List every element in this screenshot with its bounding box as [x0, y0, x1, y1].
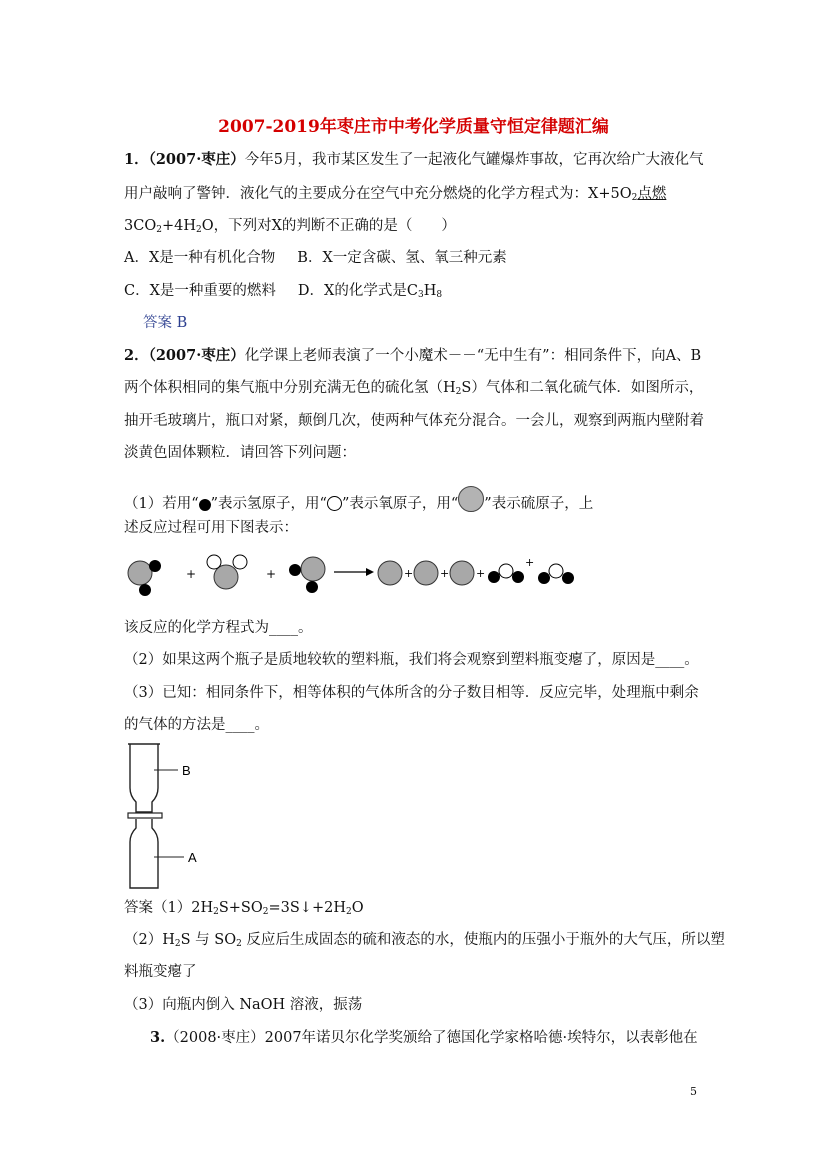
- legend-text-c: ”表示氧原子，用“: [341, 496, 459, 512]
- q2-part1-legend: [124, 486, 593, 514]
- so2-molecule: [207, 555, 247, 589]
- q3-line1: [150, 1028, 698, 1048]
- q2-part3-line2: 的气体的方法是____。: [124, 717, 269, 733]
- subscript: 2: [631, 193, 638, 203]
- q1-source: （2007·枣庄）: [148, 151, 245, 168]
- q2-line4: 淡黄色固体颗粒．请回答下列问题：: [124, 445, 356, 461]
- option-c: C．X是一种重要的燃料: [124, 283, 276, 299]
- q2-part1-equation-blank: 该反应的化学方程式为____。: [124, 620, 313, 636]
- q1-text-3b: +4H: [161, 218, 196, 234]
- label-a: A: [188, 850, 197, 865]
- document-title: 2007-2019年枣庄市中考化学质量守恒定律题汇编: [218, 117, 609, 137]
- answer-text: S 与 SO: [180, 932, 237, 948]
- q3-source: （2008·枣庄）: [165, 1030, 265, 1046]
- plus-sign: +: [525, 556, 535, 569]
- answer-text: O: [351, 900, 364, 916]
- legend-text-a: （1）若用“: [124, 496, 199, 512]
- answer-text: 反应后生成固态的硫和液态的水，使瓶内的压强小于瓶外的大气压，所以塑: [241, 932, 725, 948]
- legend-text-d: ”表示硫原子，上: [484, 496, 594, 512]
- q1-number: 1．: [124, 151, 149, 168]
- sulfur-atom: [450, 561, 474, 585]
- answer-text: 答案（1）2H: [124, 900, 214, 916]
- page-number: 5: [690, 1085, 697, 1098]
- reaction-arrow: [334, 568, 374, 576]
- subscript: 2: [262, 907, 269, 917]
- gas-bottles-diagram: [120, 740, 220, 892]
- q1-text-3c: O，下列对X的判断不正确的是（ ）: [201, 218, 456, 234]
- water-molecule-2: [538, 564, 574, 584]
- q2-part2: （2）如果这两个瓶子是质地较软的塑料瓶，我们将会观察到塑料瓶变瘪了，原因是____。: [124, 652, 699, 668]
- plus-sign: +: [476, 567, 486, 580]
- reaction-condition: 点燃: [637, 186, 667, 202]
- q1-line3: [124, 216, 456, 236]
- option-a: A．X是一种有机化合物: [124, 250, 276, 266]
- sulfur-atom-icon: [458, 486, 484, 512]
- subscript: 2: [455, 387, 462, 397]
- q1-text-3: 3CO: [124, 218, 157, 234]
- q3-number: 3.: [150, 1029, 166, 1046]
- subscript: 2: [213, 907, 219, 917]
- subscript: 2: [236, 939, 242, 949]
- plus-sign: +: [404, 567, 414, 580]
- q2-text-2b: S）气体和二氧化硫气体．如图所示，: [461, 380, 704, 396]
- q1-line1: [124, 150, 703, 170]
- option-d: D．X的化学式是C: [297, 283, 418, 299]
- q1-options-ab: [124, 248, 507, 268]
- q2-text-1: 化学课上老师表演了一个小魔术－－“无中生有”：相同条件下，向A、B: [244, 348, 702, 364]
- subscript: 2: [345, 907, 352, 917]
- q2-line3: 抽开毛玻璃片，瓶口对紧，颠倒几次，使两种气体充分混合。一会儿，观察到两瓶内壁附着: [124, 413, 704, 429]
- q2-number: 2．: [124, 347, 149, 364]
- option-b: B．X一定含碳、氢、氧三种元素: [297, 250, 507, 266]
- q2-part3-line1: （3）已知：相同条件下，相等体积的气体所含的分子数目相等．反应完毕，处理瓶中剩余: [124, 685, 699, 701]
- sulfur-atom: [378, 561, 402, 585]
- q1-text-2: 用户敲响了警钟．液化气的主要成分在空气中充分燃烧的化学方程式为：X+5O: [124, 186, 632, 202]
- q1-text-1: 今年5月，我市某区发生了一起液化气罐爆炸事故，它再次给广大液化气: [244, 152, 704, 168]
- answer-text: （2）H: [124, 932, 175, 948]
- h2s-molecule-2: [289, 557, 325, 593]
- q3-text-1: 2007年诺贝尔化学奖颁给了德国化学家格哈德·埃特尔，以表彰他在: [264, 1030, 698, 1046]
- q1-line2: [124, 184, 666, 204]
- q1-answer: 答案 B: [143, 315, 188, 331]
- label-b: B: [182, 763, 191, 778]
- water-molecule-1: [488, 564, 524, 583]
- h2s-molecule-1: [128, 560, 161, 596]
- q2-line2: [124, 378, 703, 398]
- subscript: 2: [156, 225, 162, 235]
- q2-text-2a: 两个体积相同的集气瓶中分别充满无色的硫化氢（H: [124, 380, 456, 396]
- bottle-b: [128, 744, 160, 812]
- answer-text: S+SO: [218, 900, 263, 916]
- q1-options-cd: [124, 281, 442, 301]
- glass-plate: [128, 813, 162, 818]
- q2-answer-2-cont: 料瓶变瘪了: [124, 964, 197, 980]
- legend-text-b: ”表示氢原子，用“: [210, 496, 327, 512]
- q2-line1: [124, 346, 701, 366]
- plus-sign: +: [186, 567, 197, 581]
- subscript: 2: [174, 939, 181, 949]
- subscript: 8: [436, 290, 443, 300]
- plus-sign: +: [266, 567, 277, 581]
- hydrogen-atom-icon: [199, 499, 211, 511]
- plus-sign: +: [440, 567, 450, 580]
- bottle-a: [130, 819, 158, 888]
- q2-answer-2: [124, 930, 725, 950]
- option-d-h: H: [423, 283, 437, 299]
- subscript: 3: [417, 290, 424, 300]
- answer-text: =3S↓+2H: [268, 900, 346, 916]
- sulfur-atom: [414, 561, 438, 585]
- q2-answer-1: [124, 898, 364, 918]
- subscript: 2: [195, 225, 202, 235]
- q2-part1-line2: 述反应过程可用下图表示：: [124, 520, 298, 536]
- q2-answer-3: （3）向瓶内倒入 NaOH 溶液，振荡: [124, 997, 363, 1013]
- q2-source: （2007·枣庄）: [148, 347, 245, 364]
- oxygen-atom-icon: [327, 496, 342, 511]
- reaction-diagram: [120, 550, 600, 600]
